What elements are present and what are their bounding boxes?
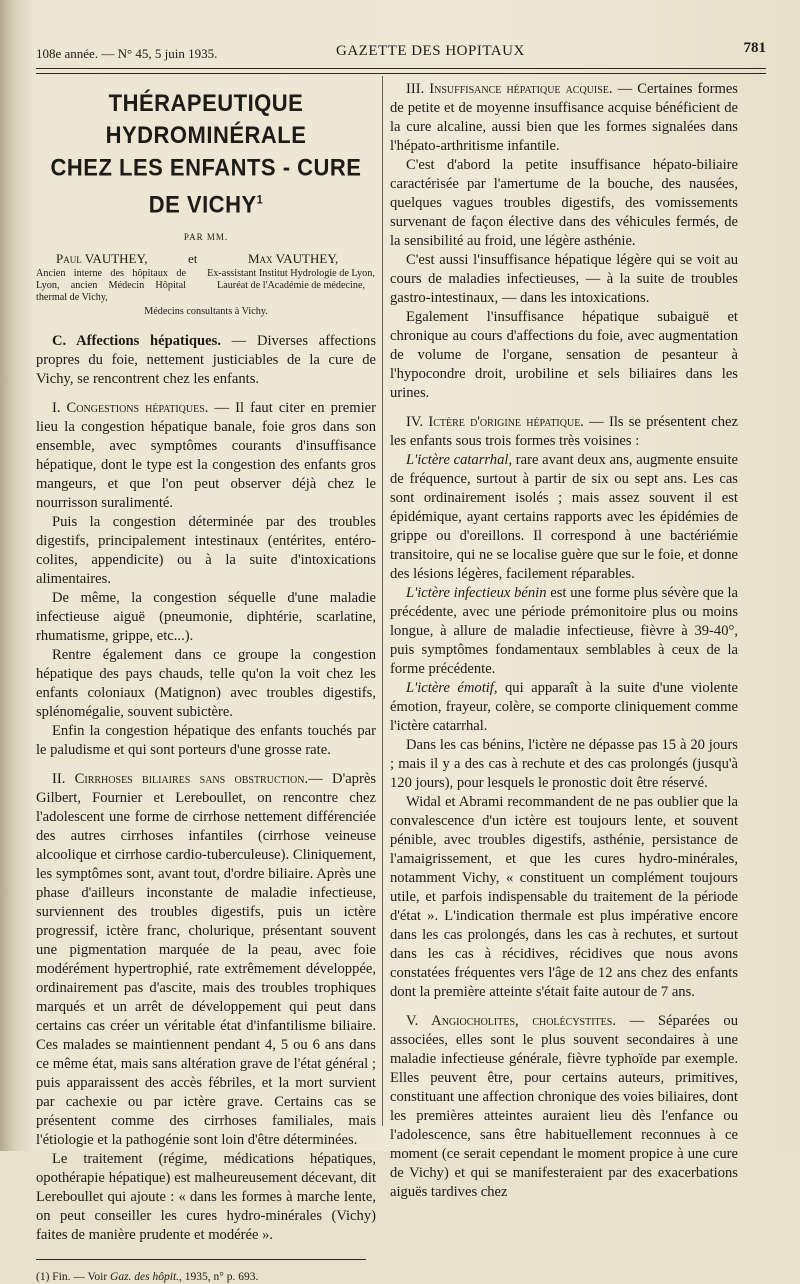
title-footnote-mark: 1 (256, 193, 264, 207)
sec4-p4-text: qui apparaît à la suite d'une violente émotion, frayeur, colère, se comporte cliniquement comme l'ictère catarrhal. (390, 680, 738, 734)
footnote-rule (36, 1259, 366, 1260)
title-line-2 (36, 152, 376, 221)
section-5-heading: V. Angiocholites, cholécystites. (406, 1013, 616, 1029)
term-ictere-emotif: L'ictère émotif, (406, 680, 498, 696)
author-2: Max VAUTHEY, (248, 251, 339, 267)
column-divider (382, 76, 383, 1126)
journal-name: GAZETTE DES HOPITAUX (336, 43, 525, 59)
footnote-text: Fin. — Voir (49, 1271, 111, 1284)
paragraph-sec1-2: Puis la congestion déterminée par des troubles digestifs, principalement intestinaux (entérites, entéro-colites, appendicite) ou à la suite d'intoxications alimentaires. (36, 514, 376, 588)
paragraph-sec1-3: De même, la congestion séquelle d'une maladie infectieuse aiguë (pneumonie, diphtérie, scarlatine, rhumatisme, grippe, etc...). (36, 590, 376, 645)
paragraph-sec3-1 (390, 80, 738, 156)
paragraph-sec3-4: Egalement l'insuffisance hépatique subaiguë et chronique au cours d'affections du foie, avec augmentation de volume de l'organe, sensation de pesanteur à l'hypocondre droit, urobiline et sels biliaires dans les urines. (390, 309, 738, 401)
paragraph-sec1-4: Rentre également dans ce groupe la congestion hépatique des pays chauds, telle qu'on la voit chez les enfants coloniaux (Matignon) avec troubles digestifs, splénomégalie, souvent subictère. (36, 647, 376, 721)
paragraph-sec4-2 (390, 451, 738, 584)
paragraph-sec2-2: Le traitement (régime, médications hépatiques, opothérapie hépatique) est malheureusement décevant, dit Lereboullet qui ajoute : « dans les formes à marche lente, on peut conseiller les cures hydro-minérales (Vichy) faites de manière prudente et modérée ». (36, 1151, 376, 1244)
sec4-p1-text: — Ils se présentent chez les enfants sous trois formes très voisines : (390, 414, 738, 449)
sec2-p1-text: — D'après Gilbert, Fournier et Lereboullet, on rencontre chez l'adolescent une forme de cirrhose nettement différenciée des autres cirrhoses infantiles (cirrhose veineuse alcoolique et cirrhose cardio-tuberculeuse). Cliniquement, les symptômes sont, avant tout, d'ordre biliaire. Après une phase d'ailleurs inconstante de maladie infectieuse, surviennent des troubles digestifs, puis un ictère progressif, ictère franc, cholurique, présentant souvent une pigmentation marquée de la peau, avec foie modérément hypertrophié, rate extrêmement développée, ordinairement pas d'ascite, mais des troubles trophiques marqués et un arrêt de développement qui peut dans certains cas créer un véritable état d'infantilisme biliaire. Ces malades se maintiennent pendant 4, 5 ou 6 ans dans ce même état, mais sans altération grave de l'état général ; puis apparaissent des accès fébriles, et la mort survient par cachexie ou par ictère grave. Certains cas se présentent comme des cirrhoses familiales, mais l'étiologie et la pathogénie sont loin d'être déterminées. (36, 771, 376, 1149)
right-column (390, 80, 738, 1202)
page-header (36, 40, 766, 66)
section-1-heading: I. Congestions hépatiques. (52, 400, 209, 417)
title-line-2-text: CHEZ LES ENFANTS - CURE DE VICHY (50, 153, 362, 219)
paragraph-sec4-1 (390, 413, 738, 451)
author-conjunction: et (188, 251, 198, 267)
paragraph-sec1-1 (36, 399, 376, 513)
author-1: Paul VAUTHEY, (56, 251, 148, 267)
section-c-heading: C. Affections hépatiques. (52, 333, 221, 350)
paragraph-sec3-3: C'est aussi l'insuffisance hépatique légère qui se voit au cours de maladies infectieuses, — à la suite de troubles gastro-intestinaux, — dans les intoxications. (390, 252, 738, 306)
sec4-p2-text: rare avant deux ans, augmente ensuite de fréquence, surtout à partir de six ou sept ans. Les cas sont ordinairement isolés ; mais assez souvent il est épidémique, ayant certains rapports avec les épidémies de grippe ou d'oreillons. Il correspond à une bactériémie transitoire, qui ne se localise guère que sur le foie, et donne des lésions légères, facilement réparables. (390, 452, 738, 582)
sec3-p1-text: — Certaines formes de petite et de moyenne insuffisance acquise bénéficient de la cure alcaline, aussi bien que les formes signalées dans l'hépato-arthritisme infantile. (390, 81, 738, 154)
affiliations (36, 268, 376, 306)
page-number: 781 (743, 40, 766, 56)
footnote-mark: (1) (36, 1271, 50, 1284)
byline: PAR MM. (183, 232, 229, 243)
paragraph-section-c (36, 332, 376, 389)
paragraph-sec4-3 (390, 584, 738, 679)
paragraph-sec1-5: Enfin la congestion hépatique des enfants touchés par le paludisme et qui sont porteurs d'une grosse rate. (36, 723, 376, 759)
article-title (36, 87, 376, 221)
section-2-heading: II. Cirrhoses biliaires sans obstruction. (52, 771, 309, 788)
header-rule (36, 68, 766, 74)
section-c-text: — Diverses affections propres du foie, nettement justiciables de la cure de Vichy, se rencontrent chez les enfants. (36, 333, 377, 388)
paragraph-sec4-4 (390, 679, 738, 736)
section-3-heading: III. Insuffisance hépatique acquise. (406, 81, 613, 97)
authors (36, 249, 376, 268)
affiliation-1: Ancien interne des hôpitaux de Lyon, ancien Médecin Hôpital thermal de Vichy, (36, 268, 186, 304)
paragraph-sec3-2: C'est d'abord la petite insuffisance hépato-biliaire caractérisée par l'amertume de la bouche, des nausées, quelques vagues troubles digestifs, des vomissements survenant de façon élective dans des véhicules fermés, de la sensibilité au froid, une légère asthénie. (390, 157, 738, 249)
footnote (36, 1270, 376, 1284)
paragraph-sec4-5: Dans les cas bénins, l'ictère ne dépasse pas 15 à 20 jours ; mais il y a des cas à rechute et des cas prolongés (jusqu'à 120 jours), pour lesquels le pronostic doit être réservé. (390, 737, 738, 791)
issue-info: 108e année. — N° 45, 5 juin 1935. (36, 46, 218, 61)
title-line-1: THÉRAPEUTIQUE HYDROMINÉRALE (105, 89, 307, 149)
sec5-p1-text: — Séparées ou associées, elles sont le plus souvent secondaires à une maladie infectieuse générale, fièvre typhoïde par exemple. Elles peuvent être, pour certains auteurs, primitives, constituant une affection chronique des voies biliaires, dont les premières atteintes auraient lieu dès l'enfance ou l'adolescence, sans être habituellement reconnues à ce moment (ce serait cependant le moment propice à une cure de Vichy) et qui se manifesteraient par des exacerbations aiguës tardives chez (390, 1013, 738, 1200)
paragraph-sec4-6: Widal et Abrami recommandent de ne pas oublier que la convalescence d'un ictère est toujours lente, et souvent pénible, avec troubles digestifs, asthénie, persistance de l'amaigrissement, et que les cures hydro-minérales, notamment Vichy, « constituent un complément toujours utile, et parfois indispensable du traitement de la période d'état ». L'indication thermale est plus impérative encore dans les cas prolongés, dans les cas à rechutes, et surtout dans les cas à récidives, récidives que nous avons constatées fréquentes vers l'âge de 12 ans chez des enfants dont la première atteinte s'était faite autour de 7 ans. (390, 794, 738, 1000)
sec1-p1-text: — Il faut citer en premier lieu la congestion hépatique banale, foie gros dans son ensemble, avec symptômes courants d'insuffisance hépatique, dont le type est la congestion des enfants gros mangeurs, et que l'on peut observer déjà chez le nourrisson suralimenté. (36, 400, 376, 512)
consultants-line: Médecins consultants à Vichy. (144, 306, 268, 318)
paragraph-sec5-1 (390, 1012, 738, 1202)
term-ictere-infectieux: L'ictère infectieux bénin (406, 585, 547, 601)
section-4-heading: IV. Ictère d'origine hépatique. (406, 414, 584, 430)
footnote-end: , 1935, n° p. 693. (179, 1271, 259, 1284)
footnote-ref: Gaz. des hôpit. (110, 1271, 180, 1284)
left-column (36, 80, 376, 1284)
affiliation-2: Ex-assistant Institut Hydrologie de Lyon, Lauréat de l'Académie de médecine, (207, 268, 375, 292)
sec4-p3-text: est une forme plus sévère que la précédente, avec une période prémonitoire plus ou moins longue, à allure de maladie infectieuse, fièvre à 39-40°, puis symptômes fondamentaux semblables à ceux de la forme précédente. (390, 585, 738, 677)
term-ictere-catarrhal: L'ictère catarrhal, (406, 452, 513, 468)
paragraph-sec2-1 (36, 770, 376, 1150)
